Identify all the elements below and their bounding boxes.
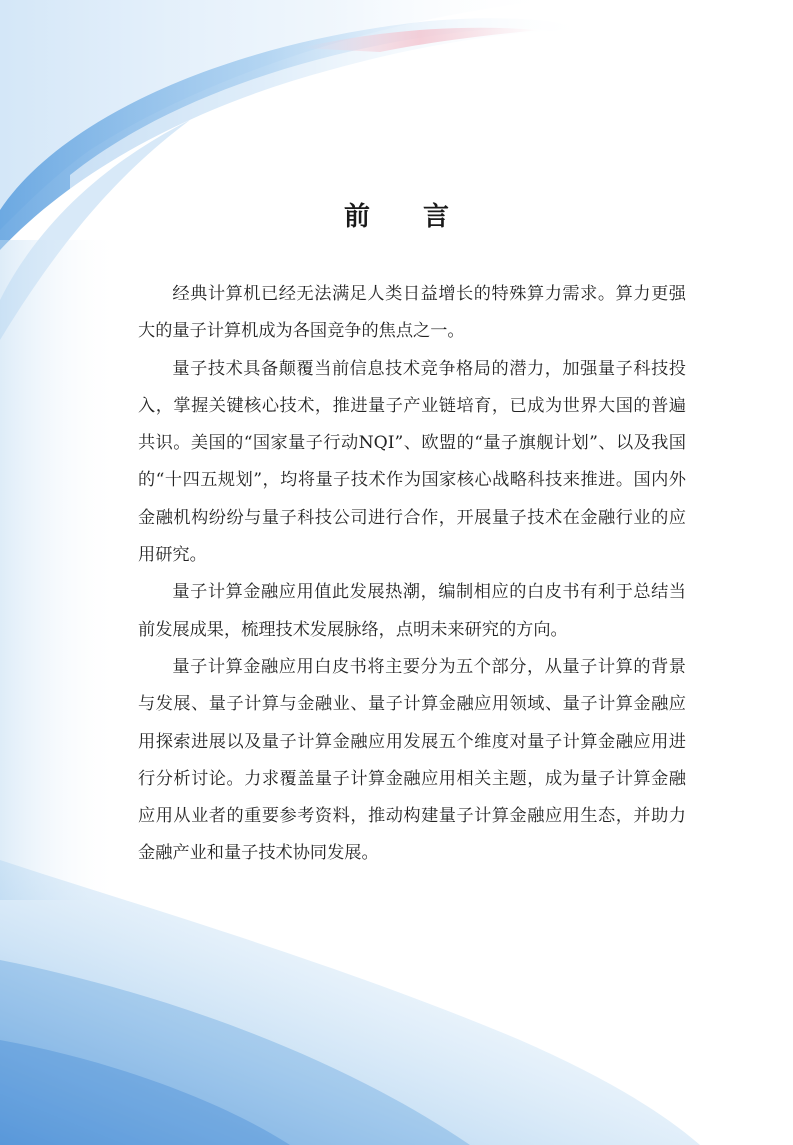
paragraph-1: 经典计算机已经无法满足人类日益增长的特殊算力需求。算力更强大的量子计算机成为各国竞争的焦点之一。: [138, 284, 686, 342]
preface-body: [138, 276, 686, 873]
page-title: 前 言: [343, 202, 472, 232]
paragraph-2: 量子技术具备颠覆当前信息技术竞争格局的潜力，加强量子科技投入，掌握关键核心技术，推进量子产业链培育，已成为世界大国的普遍共识。美国的“国家量子行动NQI”、欧盟的“量子旗舰计划”、以及我国的“十四五规划”，均将量子技术作为国家核心战略科技来推进。国内外金融机构纷纷与量子科技公司进行合作，开展量子技术在金融行业的应用研究。: [138, 358, 686, 566]
paragraph-4: 量子计算金融应用白皮书将主要分为五个部分，从量子计算的背景与发展、量子计算与金融业、量子计算金融应用领域、量子计算金融应用探索进展以及量子计算金融应用发展五个维度对量子计算金融应用进行分析讨论。力求覆盖量子计算金融应用相关主题，成为量子计算金融应用从业者的重要参考资料，推动构建量子计算金融应用生态，并助力金融产业和量子技术协同发展。: [138, 656, 686, 864]
paragraph-3: 量子计算金融应用值此发展热潮，编制相应的白皮书有利于总结当前发展成果，梳理技术发展脉络，点明未来研究的方向。: [138, 582, 686, 640]
